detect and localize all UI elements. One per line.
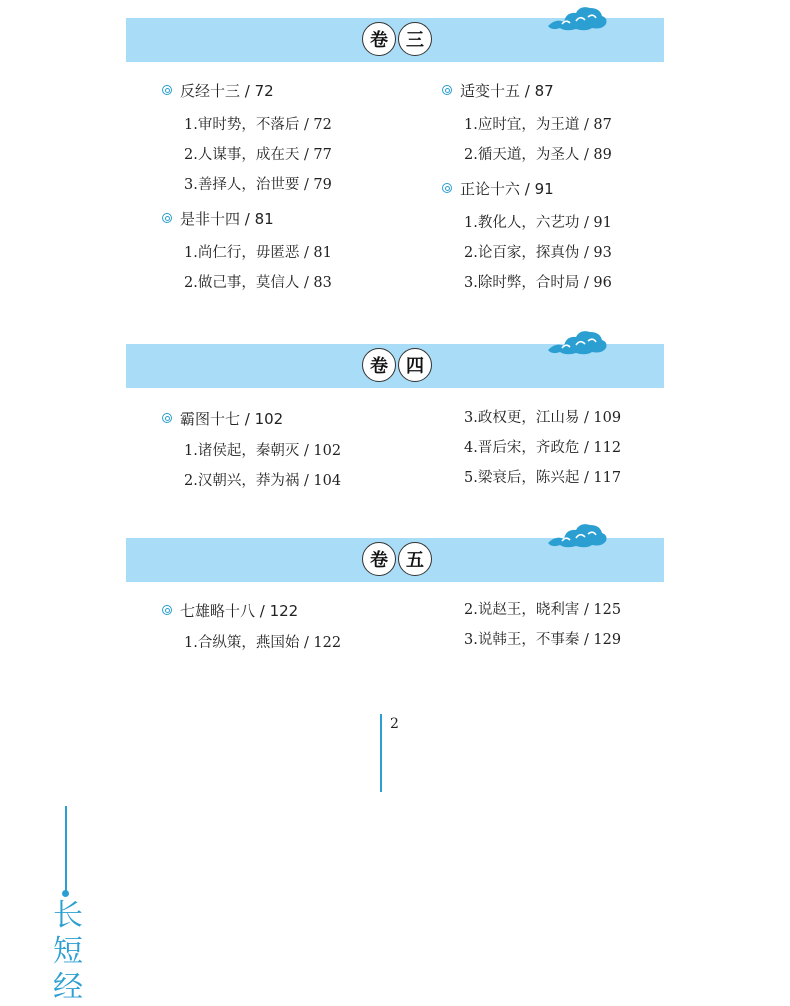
cloud-ornament-icon [546,521,608,551]
list-item: 2.汉朝兴，莽为祸 / 104 [184,473,342,489]
book-title-char: 短 [53,934,83,969]
bullet-icon [162,605,172,615]
section-3-contents [126,78,664,308]
list-item: 2.论百家，探真伪 / 93 [464,245,612,261]
list-item: 2.人谋事，成在天 / 77 [184,147,332,163]
list-item: 3.政权更，江山易 / 109 [464,410,622,426]
section-title-char: 五 [398,542,432,576]
left-column [162,78,332,298]
bullet-icon [162,85,172,95]
section-title [362,348,432,384]
chapter-heading: 霸图十七 / 102 [162,406,341,430]
cloud-ornament-icon [546,4,608,34]
section-4-contents [126,406,664,506]
list-item: 1.合纵策，燕国始 / 122 [184,635,342,651]
chapter-heading: 七雄略十八 / 122 [162,598,341,622]
list-item: 1.审时势，不落后 / 72 [184,117,332,133]
side-decor-line [65,806,67,894]
book-title-char: 经 [53,970,83,1005]
list-item: 3.善择人，治世要 / 79 [184,177,332,193]
list-item: 3.说韩王，不事秦 / 129 [464,632,622,648]
list-item: 2.循天道，为圣人 / 89 [464,147,612,163]
chapter-heading: 适变十五 / 87 [442,78,612,102]
page-number: 2 [390,716,399,732]
section-title [362,542,432,578]
book-title-char: 长 [53,898,83,933]
section-title-char: 三 [398,22,432,56]
cloud-ornament-icon [546,328,608,358]
list-item: 1.诸侯起，秦朝灭 / 102 [184,443,342,459]
bullet-icon [162,213,172,223]
chapter-heading: 是非十四 / 81 [162,206,332,230]
left-column [162,598,341,658]
right-column [442,78,612,298]
section-title-char: 四 [398,348,432,382]
list-item: 1.教化人，六艺功 / 91 [464,215,612,231]
list-item: 2.说赵王，晓利害 / 125 [464,602,622,618]
section-title-char: 卷 [362,542,396,576]
chapter-heading: 反经十三 / 72 [162,78,332,102]
list-item: 1.尚仁行，毋匿恶 / 81 [184,245,332,261]
section-title-char: 卷 [362,22,396,56]
list-item: 5.梁衰后，陈兴起 / 117 [464,470,622,486]
list-item: 4.晋后宋，齐政危 / 112 [464,440,622,456]
left-column [162,406,341,496]
side-decor-dot [62,890,69,897]
chapter-heading: 正论十六 / 91 [442,176,612,200]
right-column [442,403,621,493]
section-title-char: 卷 [362,348,396,382]
bullet-icon [162,413,172,423]
list-item: 3.除时弊，合时局 / 96 [464,275,612,291]
list-item: 2.做己事，莫信人 / 83 [184,275,332,291]
bullet-icon [442,183,452,193]
right-column [442,595,621,655]
bullet-icon [442,85,452,95]
list-item: 1.应时宜，为王道 / 87 [464,117,612,133]
page-divider-line [380,714,382,792]
section-5-contents [126,598,664,668]
section-title [362,22,432,58]
